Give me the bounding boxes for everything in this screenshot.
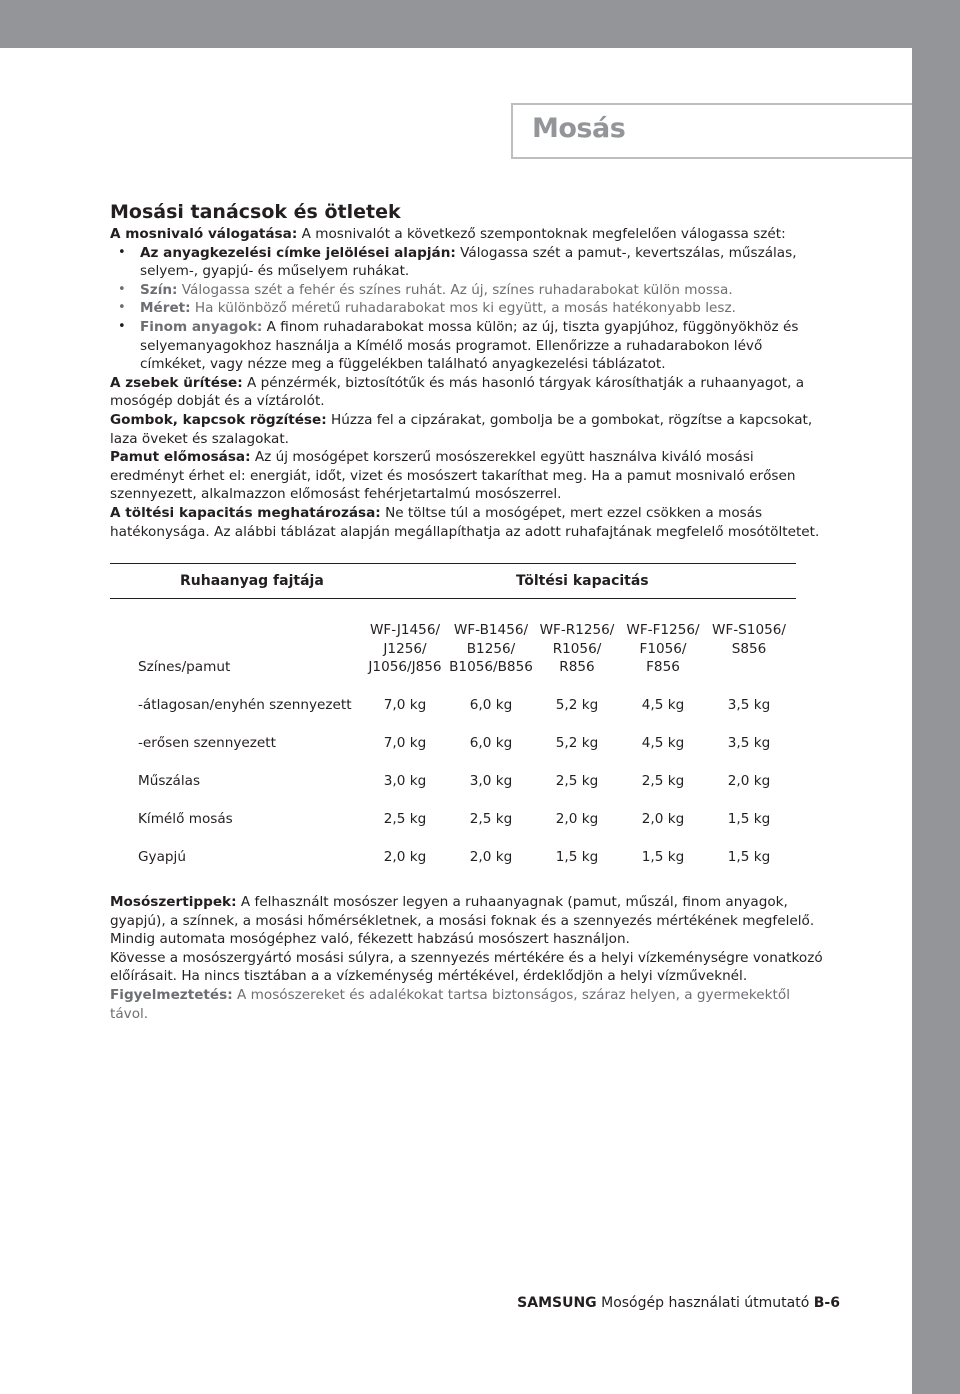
bullet-bold: Az anyagkezelési címke jelölései alapján: [140,244,456,261]
model-header-row [110,621,830,681]
table-row [110,772,830,792]
row-value: 1,5 kg [641,849,685,866]
sorting-bullets [110,244,830,374]
header-load-capacity: Töltési kapacitás [516,573,649,590]
model-col-f [620,621,706,677]
row-value: 2,0 kg [727,773,771,790]
row-label-colored-cotton: Színes/pamut [138,659,231,676]
detergent-bold: Mosószertippek: [110,894,237,911]
model-line: WF-B1456/ [453,622,529,639]
model-line: WF-J1456/ [369,622,441,639]
bullet-text: Válogassa szét a pamut-, kevertszálas, műszálas, selyem-, gyapjú- és műselyem ruhákat. [140,244,797,280]
warning-paragraph [110,986,830,1023]
bullet-color [140,281,830,300]
model-line: WF-R1256/ [539,622,615,639]
row-value: 2,5 kg [641,773,685,790]
footer-page-number: B-6 [813,1295,840,1311]
row-value: 2,0 kg [469,849,513,866]
capacity-bold: A töltési kapacitás meghatározása: [110,504,381,521]
bullet-delicate [140,318,830,374]
row-value: 6,0 kg [469,697,513,714]
prewash-bold: Pamut előmosása: [110,449,251,466]
row-value: 1,5 kg [555,849,599,866]
detergent-text: A felhasznált mosószer legyen a ruhaanyagnak (pamut, műszál, finom anyagok, gyapjú), a színnek, a mosási hőmérsékletnek, a mosási foknak és a szennyezés mértékének megfelelő. [110,894,815,929]
model-line: B1056/B856 [449,659,533,676]
content [110,200,830,1023]
bullet-text: A finom ruhadarabokat mossa külön; az új, tiszta gyapjúhoz, függönyökhöz és selyemanyagokhoz használja a Kímélő mosás programot. Ellenőrizze a ruhadarabokon lévő címkéket, vagy nézze meg a függelékben található anyagkezelési táblázatot. [140,318,799,373]
detergent-paragraph [110,893,830,930]
header-fabric-type: Ruhaanyag fajtája [180,573,324,590]
model-line: F856 [646,659,680,676]
bullet-size [140,299,830,318]
buttons-bold: Gombok, kapcsok rögzítése: [110,411,327,428]
bullet-bold: Finom anyagok: [140,318,263,335]
row-value: 6,0 kg [469,735,513,752]
bullet-bold: Méret: [140,300,191,317]
row-label: -erősen szennyezett [138,735,276,752]
model-line: WF-S1056/ [712,622,786,639]
sorting-lead [110,225,830,244]
capacity-paragraph [110,504,830,541]
detergent-line-3: Kövesse a mosószergyártó mosási súlyra, a szennyezés mértékére és a helyi vízkeménységre vonatkozó előírásait. Ha nincs tisztában a a vízkeménység mértékével, érdeklődjön a helyi vízműveknél. [110,949,823,985]
sorting-lead-text: A mosnivalót a következő szempontoknak megfelelően válogassa szét: [297,226,786,242]
row-value: 2,0 kg [383,849,427,866]
table-row [110,810,830,830]
row-value: 7,0 kg [383,735,427,752]
section-title: Mosási tanácsok és ötletek [110,201,401,223]
pockets-paragraph [110,374,830,411]
warning-text: A mosószereket és adalékokat tartsa biztonságos, száraz helyen, a gyermekektől távol. [110,987,790,1022]
model-col-r [534,621,620,677]
row-value: 3,5 kg [727,697,771,714]
model-line: R856 [559,659,595,676]
row-label: -átlagosan/enyhén szennyezett [138,697,352,714]
row-label: Műszálas [138,773,201,790]
row-label: Kímélő mosás [138,811,233,828]
model-col-s [706,621,792,658]
buttons-paragraph [110,411,830,448]
pockets-text: A pénzérmék, biztosítótűk és más hasonló tárgyak károsíthatják a ruhaanyagot, a mosógép dobját és a víztárolót. [110,374,805,410]
footer-brand: SAMSUNG [517,1295,597,1311]
model-line: B1256/ [466,640,516,657]
capacity-text: Ne töltse túl a mosógépet, mert ezzel csökken a mosás hatékonysága. Az alábbi táblázat alapján megállapíthatja az adott ruhafajtának megfelelő mosótöltetet. [110,504,820,540]
detergent-line-2: Mindig automata mosógéphez való, fékezett habzású mosószert használjon. [110,931,630,948]
row-label: Gyapjú [138,849,186,866]
title-box [511,103,912,159]
model-line: S856 [731,640,767,657]
table-row [110,848,830,868]
model-line: J1056/J856 [368,659,442,676]
row-value: 5,2 kg [555,735,599,752]
bullet-bold: Szín: [140,281,178,298]
page-frame-right [912,0,960,1394]
model-col-b [448,621,534,677]
row-value: 3,5 kg [727,735,771,752]
pockets-bold: A zsebek ürítése: [110,374,243,391]
model-line: F1056/ [639,640,687,657]
table-header-rule [110,598,796,599]
row-value: 2,5 kg [469,811,513,828]
sorting-lead-bold: A mosnivaló válogatása: [110,226,298,242]
row-value: 2,0 kg [555,811,599,828]
row-value: 1,5 kg [727,811,771,828]
table-top-rule [110,563,796,564]
row-value: 1,5 kg [727,849,771,866]
bullet-text: Válogassa szét a fehér és színes ruhát. Az új, színes ruhadarabokat külön mossa. [177,281,733,298]
model-line: R1056/ [552,640,602,657]
page-title: Mosás [532,113,626,144]
table-row [110,696,830,716]
row-value: 5,2 kg [555,697,599,714]
detergent-tips [110,893,830,1023]
table-row [110,734,830,754]
page-footer [517,1295,840,1311]
row-value: 7,0 kg [383,697,427,714]
row-value: 4,5 kg [641,735,685,752]
page-frame-top [0,0,960,48]
row-value: 2,0 kg [641,811,685,828]
row-value: 2,5 kg [555,773,599,790]
buttons-text: Húzza fel a cipzárakat, gombolja be a gombokat, rögzítse a kapcsokat, laza öveket és szalagokat. [110,411,813,447]
prewash-paragraph [110,448,830,504]
model-line: WF-F1256/ [626,622,700,639]
row-value: 2,5 kg [383,811,427,828]
bullet-care-label [140,244,830,281]
model-col-j [362,621,448,677]
prewash-text: Az új mosógépet korszerű mosószerekkel együtt használva kiváló mosási eredményt érhet el: energiát, időt, vizet és mosószert takaríthat meg. Ha a pamut mosnivaló erősen szennyezett, alkalmazzon előmosást fehérjetartalmú mosószerrel. [110,449,796,503]
capacity-table [110,563,830,873]
row-value: 3,0 kg [383,773,427,790]
row-value: 4,5 kg [641,697,685,714]
footer-text: Mosógép használati útmutató [596,1295,814,1311]
row-value: 3,0 kg [469,773,513,790]
bullet-text: Ha különböző méretű ruhadarabokat mos ki együtt, a mosás hatékonyabb lesz. [190,300,736,317]
model-line: J1256/ [383,640,427,657]
warning-bold: Figyelmeztetés: [110,987,233,1004]
